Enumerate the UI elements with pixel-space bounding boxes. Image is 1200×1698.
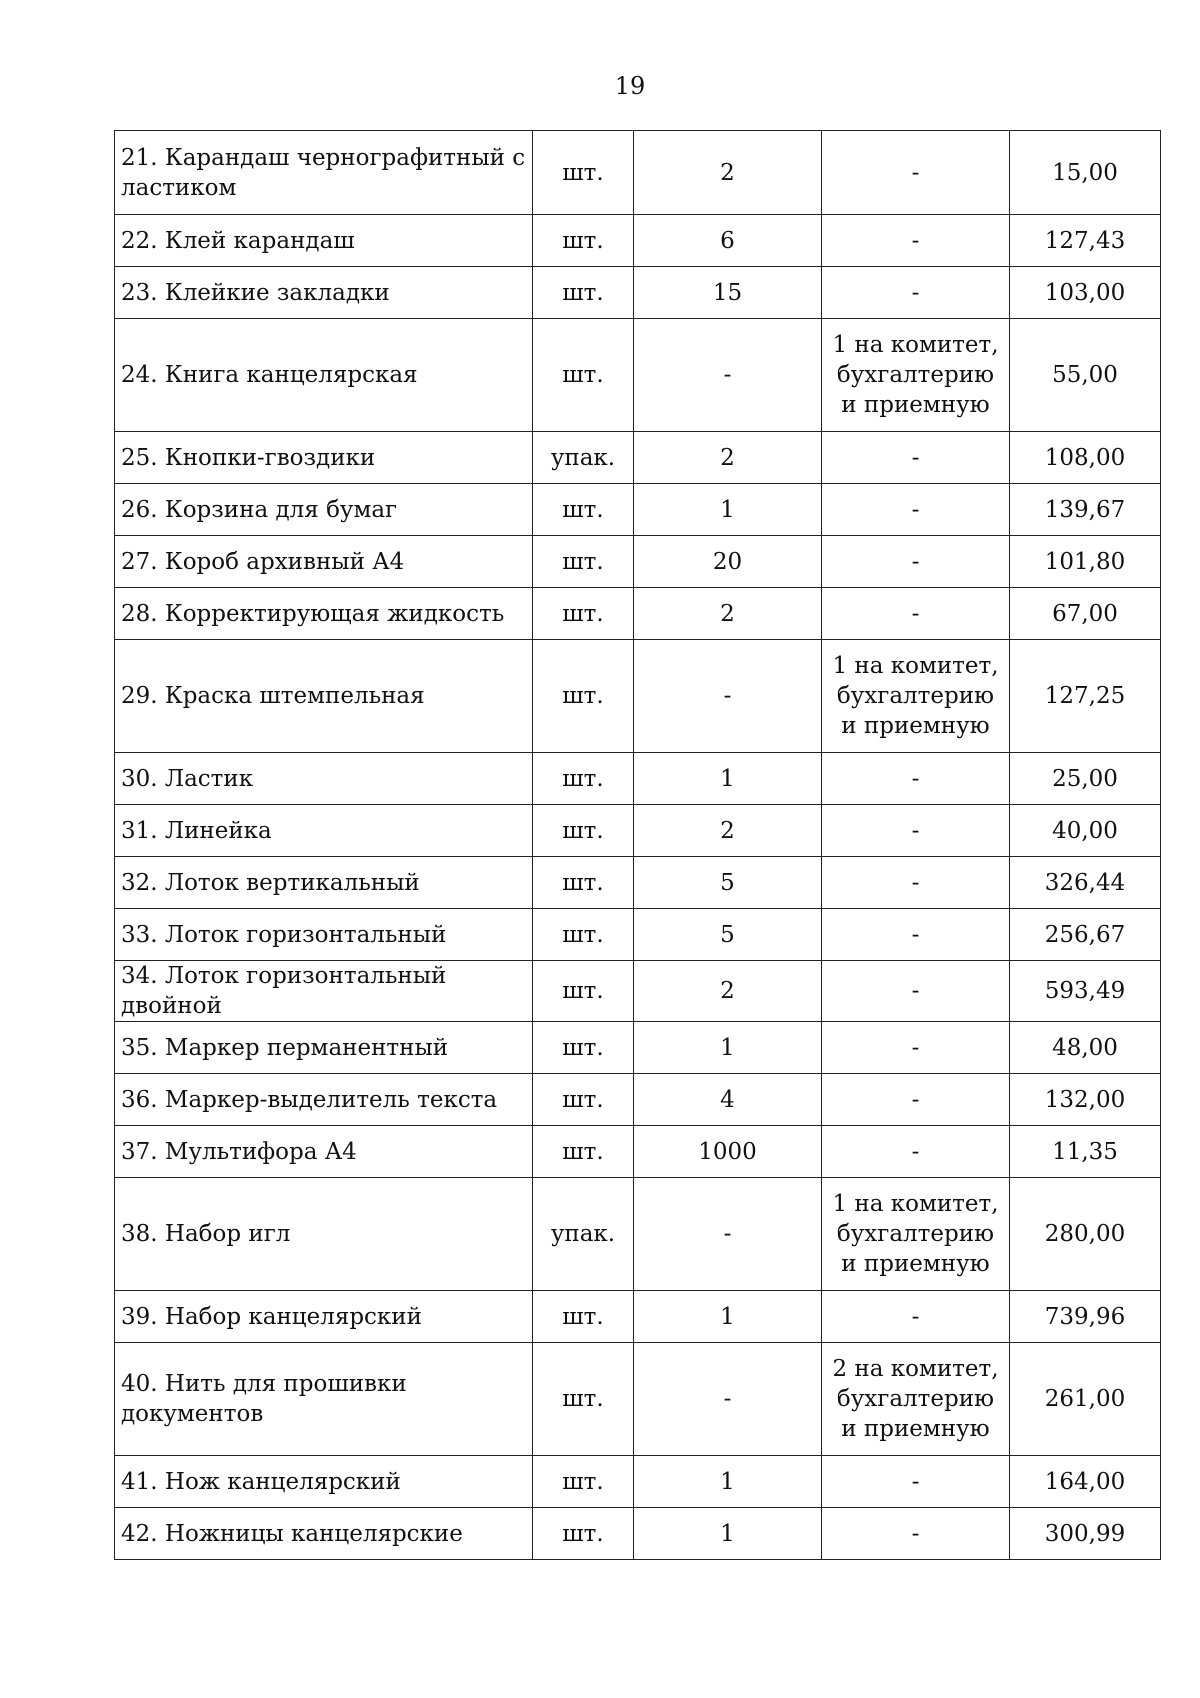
item-note: - [822,1074,1010,1126]
item-note: - [822,857,1010,909]
item-quantity: 2 [634,432,822,484]
item-unit: шт. [533,215,634,267]
item-note: - [822,588,1010,640]
item-unit: шт. [533,131,634,215]
item-price: 101,80 [1010,536,1161,588]
item-quantity: 5 [634,857,822,909]
item-name: 23. Клейкие закладки [115,267,533,319]
item-unit: шт. [533,1074,634,1126]
item-note: 1 на комитет, бухгалтерию и приемную [822,1178,1010,1291]
item-note: - [822,1291,1010,1343]
item-name: 40. Нить для прошивки документов [115,1343,533,1456]
item-price: 326,44 [1010,857,1161,909]
item-unit: шт. [533,267,634,319]
item-quantity: 20 [634,536,822,588]
item-unit: шт. [533,1291,634,1343]
item-note: - [822,1508,1010,1560]
supplies-table [114,130,1161,1560]
item-note: - [822,484,1010,536]
table-row [115,1074,1161,1126]
table-row [115,588,1161,640]
table-row [115,1343,1161,1456]
item-price: 164,00 [1010,1456,1161,1508]
item-note: - [822,909,1010,961]
item-unit: шт. [533,484,634,536]
table-row [115,215,1161,267]
item-note: - [822,267,1010,319]
item-price: 256,67 [1010,909,1161,961]
item-price: 300,99 [1010,1508,1161,1560]
item-unit: шт. [533,1456,634,1508]
item-price: 15,00 [1010,131,1161,215]
table-row [115,1456,1161,1508]
item-note: - [822,753,1010,805]
item-price: 55,00 [1010,319,1161,432]
item-name: 21. Карандаш чернографитный с ластиком [115,131,533,215]
item-price: 11,35 [1010,1126,1161,1178]
item-quantity: 2 [634,805,822,857]
table-row [115,432,1161,484]
item-name: 30. Ластик [115,753,533,805]
item-quantity: 4 [634,1074,822,1126]
item-note: 1 на комитет, бухгалтерию и приемную [822,640,1010,753]
item-unit: упак. [533,432,634,484]
item-unit: шт. [533,1022,634,1074]
table-row [115,805,1161,857]
item-name: 32. Лоток вертикальный [115,857,533,909]
item-note: - [822,1022,1010,1074]
item-price: 593,49 [1010,961,1161,1022]
table-row [115,857,1161,909]
item-unit: шт. [533,1126,634,1178]
item-price: 108,00 [1010,432,1161,484]
table-row [115,1126,1161,1178]
item-price: 132,00 [1010,1074,1161,1126]
item-note: - [822,215,1010,267]
item-name: 38. Набор игл [115,1178,533,1291]
item-note: - [822,536,1010,588]
item-unit: шт. [533,1343,634,1456]
item-note: - [822,432,1010,484]
item-name: 27. Короб архивный А4 [115,536,533,588]
table-row [115,1508,1161,1560]
item-unit: шт. [533,909,634,961]
item-price: 280,00 [1010,1178,1161,1291]
item-quantity: 2 [634,588,822,640]
item-name: 29. Краска штемпельная [115,640,533,753]
table-row [115,1022,1161,1074]
item-price: 127,43 [1010,215,1161,267]
item-quantity: 2 [634,961,822,1022]
item-unit: шт. [533,857,634,909]
item-price: 139,67 [1010,484,1161,536]
item-name: 24. Книга канцелярская [115,319,533,432]
item-quantity: 6 [634,215,822,267]
item-unit: шт. [533,805,634,857]
item-price: 25,00 [1010,753,1161,805]
item-note: - [822,1456,1010,1508]
item-name: 22. Клей карандаш [115,215,533,267]
table-row [115,319,1161,432]
item-price: 127,25 [1010,640,1161,753]
item-note: - [822,1126,1010,1178]
table-row [115,640,1161,753]
table-row [115,909,1161,961]
item-name: 31. Линейка [115,805,533,857]
item-price: 67,00 [1010,588,1161,640]
item-unit: шт. [533,961,634,1022]
item-name: 25. Кнопки-гвоздики [115,432,533,484]
item-name: 41. Нож канцелярский [115,1456,533,1508]
item-price: 48,00 [1010,1022,1161,1074]
item-note: 2 на комитет, бухгалтерию и приемную [822,1343,1010,1456]
item-name: 34. Лоток горизонтальный двойной [115,961,533,1022]
item-note: 1 на комитет, бухгалтерию и приемную [822,319,1010,432]
item-unit: шт. [533,753,634,805]
item-quantity: 1 [634,484,822,536]
table-row [115,1178,1161,1291]
item-note: - [822,131,1010,215]
item-quantity: 1 [634,1291,822,1343]
item-quantity: 1 [634,753,822,805]
item-unit: упак. [533,1178,634,1291]
item-note: - [822,961,1010,1022]
item-unit: шт. [533,640,634,753]
item-quantity: 1000 [634,1126,822,1178]
table-row [115,1291,1161,1343]
item-name: 37. Мультифора А4 [115,1126,533,1178]
item-name: 33. Лоток горизонтальный [115,909,533,961]
item-name: 28. Корректирующая жидкость [115,588,533,640]
item-quantity: 5 [634,909,822,961]
table-row [115,267,1161,319]
table-row [115,961,1161,1022]
item-unit: шт. [533,588,634,640]
item-unit: шт. [533,319,634,432]
item-quantity: - [634,319,822,432]
item-quantity: 1 [634,1456,822,1508]
item-quantity: - [634,1178,822,1291]
item-quantity: 2 [634,131,822,215]
item-quantity: 1 [634,1022,822,1074]
item-name: 39. Набор канцелярский [115,1291,533,1343]
page-number: 19 [614,72,646,100]
item-quantity: 1 [634,1508,822,1560]
item-name: 42. Ножницы канцелярские [115,1508,533,1560]
table-row [115,536,1161,588]
item-unit: шт. [533,536,634,588]
table-row [115,131,1161,215]
item-quantity: 15 [634,267,822,319]
item-note: - [822,805,1010,857]
table-row [115,484,1161,536]
item-name: 26. Корзина для бумаг [115,484,533,536]
item-name: 36. Маркер-выделитель текста [115,1074,533,1126]
table-row [115,753,1161,805]
item-quantity: - [634,640,822,753]
item-price: 739,96 [1010,1291,1161,1343]
item-name: 35. Маркер перманентный [115,1022,533,1074]
item-quantity: - [634,1343,822,1456]
item-price: 40,00 [1010,805,1161,857]
item-price: 261,00 [1010,1343,1161,1456]
item-price: 103,00 [1010,267,1161,319]
item-unit: шт. [533,1508,634,1560]
